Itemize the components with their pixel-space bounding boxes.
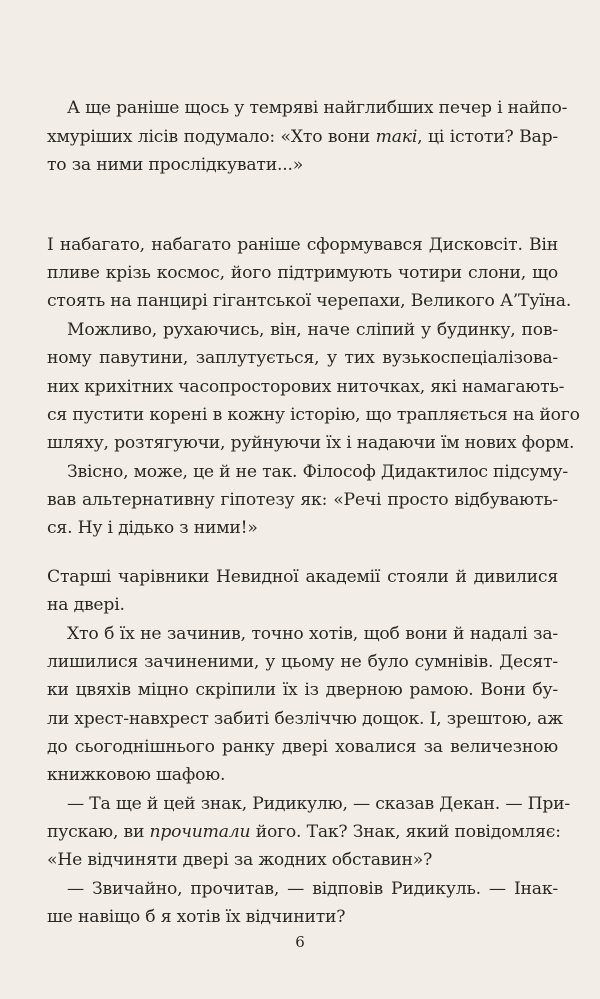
text-line (47, 290, 572, 312)
text-line (47, 708, 563, 730)
text-line (47, 906, 558, 928)
text-segment: то за ними прослідкувати...» (47, 155, 304, 175)
text-segment: «Не відчиняти двері за жодних обставин»? (47, 850, 433, 870)
text-line (47, 154, 558, 176)
text-segment: пускаю, ви (47, 822, 150, 842)
text-line (47, 432, 575, 454)
text-segment: вав альтернативну гіпотезу як: «Речі просто відбувають- (47, 490, 558, 510)
text-line (67, 878, 558, 900)
text-line (47, 821, 561, 843)
text-segment: , ці істоти? Вар- (417, 127, 558, 147)
text-line (67, 97, 568, 119)
text-segment: — Та ще й цей знак, Ридикулю, — сказав Декан. — При- (67, 794, 571, 814)
page-number: 6 (295, 933, 305, 951)
text-segment: стоять на панцирі гігантської черепахи, Великого А’Туїна. (47, 291, 572, 311)
text-line (47, 679, 558, 701)
text-segment: Можливо, рухаючись, він, наче сліпий у будинку, пов- (67, 320, 558, 340)
text-segment: ки цвяхів міцно скріпили їх із дверною рамою. Вони бу- (47, 680, 558, 700)
text-segment: книжковою шафою. (47, 765, 226, 785)
italic-emphasis: прочитали (149, 822, 251, 842)
text-segment: шляху, розтягуючи, руйнуючи їх і надаючи їм нових форм. (47, 433, 575, 453)
text-segment: І набагато, набагато раніше сформувався Дисковсіт. Він (47, 235, 558, 255)
text-segment: Хто б їх не зачинив, точно хотів, щоб вони й надалі за- (67, 624, 558, 644)
text-segment: хмуріших лісів подумало: «Хто вони (47, 127, 376, 147)
text-segment: пливе крізь космос, його підтримують чотири слони, що (47, 263, 558, 283)
text-line (47, 347, 558, 369)
text-line (47, 849, 558, 871)
text-segment: — Звичайно, прочитав, — відповів Ридикуль. — Інак- (67, 879, 558, 899)
text-segment: на двері. (47, 595, 125, 615)
text-line (47, 764, 558, 786)
text-segment: них крихітних часопросторових ниточках, які намагають- (47, 377, 565, 397)
text-line (47, 517, 558, 539)
text-line (67, 623, 558, 645)
text-segment: ся пустити корені в кожну історію, що трапляється на його (47, 405, 580, 425)
text-line (47, 234, 558, 256)
text-line (47, 126, 558, 148)
text-segment: ше навіщо б я хотів їх відчинити? (47, 907, 346, 927)
text-segment: А ще раніше щось у темряві найглибших печер і найпо- (67, 98, 568, 118)
text-segment: його. Так? Знак, який повідомляє: (250, 822, 561, 842)
text-line (47, 376, 565, 398)
text-segment: ли хрест-навхрест забиті безліччю дощок. І, зрештою, аж (47, 709, 563, 729)
text-line (47, 651, 558, 673)
text-line (67, 319, 558, 341)
text-segment: лишилися зачиненими, у цьому не було сумнівів. Десят- (47, 652, 558, 672)
text-segment: Звісно, може, це й не так. Філософ Дидактилос підсуму- (67, 462, 568, 482)
text-segment: до сьогоднішнього ранку двері ховалися за величезною (47, 737, 558, 757)
text-line (47, 736, 558, 758)
text-segment: Старші чарівники Невидної академії стояли й дивилися (47, 567, 558, 587)
text-line (47, 262, 558, 284)
text-line (67, 461, 568, 483)
text-segment: ному павутини, заплутується, у тих вузькоспеціалізова- (47, 348, 558, 368)
italic-emphasis: такі (375, 127, 418, 147)
text-line (47, 566, 558, 588)
text-line (67, 793, 571, 815)
text-line (47, 489, 558, 511)
text-segment: ся. Ну і дідько з ними!» (47, 518, 258, 538)
text-line (47, 594, 558, 616)
text-line (47, 404, 580, 426)
